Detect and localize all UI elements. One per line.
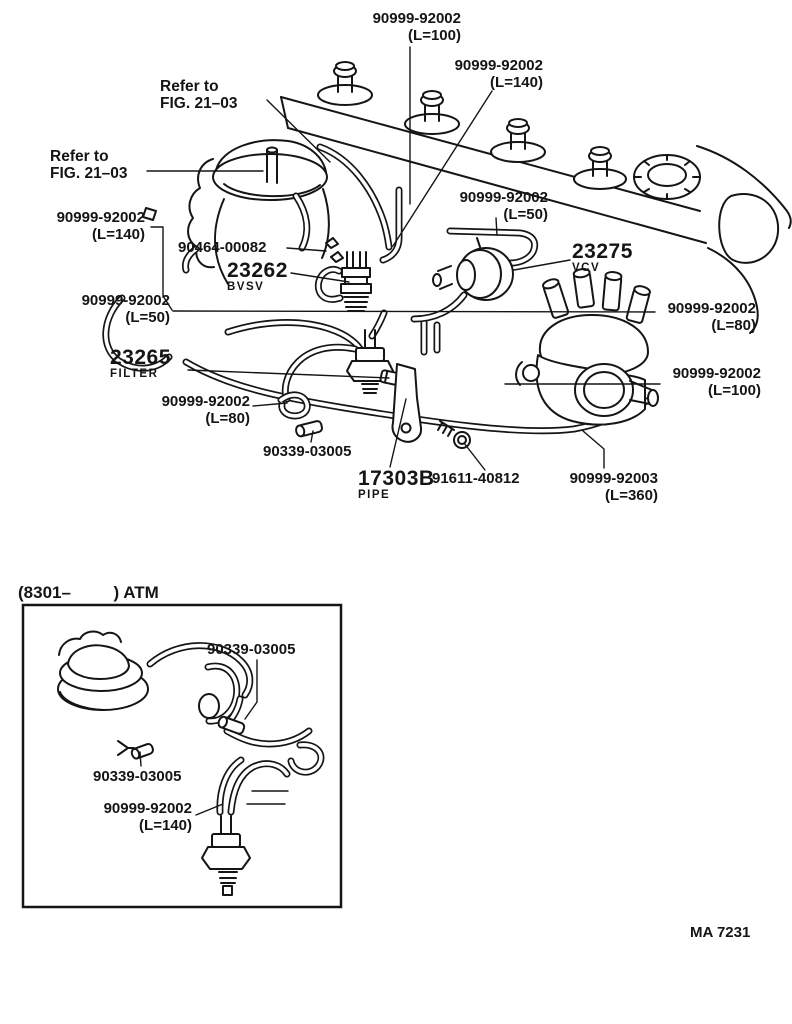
- part-number: 90999-92002: [81, 292, 170, 309]
- vcv-valve: [433, 238, 513, 300]
- refer-line1: Refer to: [160, 78, 219, 95]
- acorn-nut: [405, 91, 459, 134]
- hose-length: (L=140): [139, 817, 192, 834]
- label-hose-l80-right: [658, 300, 756, 334]
- part-number: 90999-92002: [372, 10, 461, 27]
- callout-name: PIPE: [358, 489, 391, 501]
- part-number: 90339-03005: [93, 768, 182, 785]
- callout-number: 23262: [227, 259, 288, 282]
- part-number: 90999-92002: [672, 365, 761, 382]
- distributor: [516, 268, 658, 424]
- label-inset-hose-l140: [92, 800, 192, 834]
- label-inset-grommet-top: [207, 642, 295, 659]
- refer-line2: FIG. 21–03: [160, 94, 238, 112]
- callout-number: 23275: [572, 240, 633, 263]
- rubber-grommet: [295, 420, 323, 437]
- callout-number: 23265: [110, 346, 171, 369]
- label-inset-grommet-left: [93, 769, 181, 786]
- label-refer-fig-top: [160, 79, 238, 112]
- inset-grommet-top: [217, 716, 245, 735]
- hose-length: (L=50): [503, 206, 548, 223]
- label-hose-l100-top: [364, 10, 461, 44]
- refer-line1: Refer to: [50, 148, 109, 165]
- label-hose-l100-right: [663, 365, 761, 399]
- label-hose-l140-left: [45, 209, 145, 243]
- label-callout-filter: [110, 348, 171, 380]
- hose-length: (L=50): [125, 309, 170, 326]
- oil-filler-cap: [634, 155, 700, 199]
- acorn-nut: [318, 62, 372, 105]
- part-number: 91611-40812: [432, 470, 520, 487]
- part-number: 90999-92002: [454, 57, 543, 74]
- label-grommet: [263, 444, 351, 461]
- label-callout-vcv: [572, 242, 633, 274]
- hose-length: (L=80): [711, 317, 756, 334]
- label-callout-pipe: [358, 469, 435, 501]
- part-number: 90999-92002: [161, 393, 250, 410]
- callout-number: 17303B: [358, 467, 435, 490]
- label-hose-l50-right: [452, 189, 548, 223]
- part-number: 90464-00082: [178, 239, 267, 256]
- hose-length: (L=100): [408, 27, 461, 44]
- callout-name: FILTER: [110, 368, 159, 380]
- part-number: 90999-92002: [667, 300, 756, 317]
- inset-title: (8301– ) ATM: [18, 583, 159, 602]
- callout-name: BVSV: [227, 281, 265, 293]
- label-refer-fig-left: [50, 149, 128, 182]
- label-hose-l80-left: [150, 393, 250, 427]
- part-number: 90999-92002: [459, 189, 548, 206]
- part-number: 90999-92002: [103, 800, 192, 817]
- refer-line2: FIG. 21–03: [50, 164, 128, 182]
- hose-clamps: [326, 238, 343, 262]
- acorn-nut: [574, 147, 626, 189]
- figure-code: MA 7231: [690, 924, 751, 941]
- hose-length: (L=100): [708, 382, 761, 399]
- inset-switch-sensor: [202, 816, 250, 895]
- label-bolt: [432, 471, 520, 488]
- label-callout-bvsv: [227, 261, 288, 293]
- label-hose-l140-top: [447, 57, 543, 91]
- hose-length: (L=140): [490, 74, 543, 91]
- hose-length: (L=140): [92, 226, 145, 243]
- part-number: 90999-92003: [569, 470, 658, 487]
- label-hose-l360: [560, 470, 658, 504]
- part-number: 90999-92002: [56, 209, 145, 226]
- label-hose-l50-left: [70, 292, 170, 326]
- label-clamp: [178, 240, 266, 257]
- inset-grommet-left: [118, 741, 154, 760]
- callout-name: VCV: [572, 262, 601, 274]
- acorn-nut: [491, 119, 545, 162]
- part-number: 90339-03005: [263, 443, 352, 460]
- inset-air-cleaner: [58, 632, 148, 710]
- pipe-bracket: [392, 364, 421, 442]
- part-number: 90339-03005: [207, 641, 296, 658]
- hose-length: (L=360): [605, 487, 658, 504]
- hose-length: (L=80): [205, 410, 250, 427]
- inset-leader-lines: [140, 660, 288, 815]
